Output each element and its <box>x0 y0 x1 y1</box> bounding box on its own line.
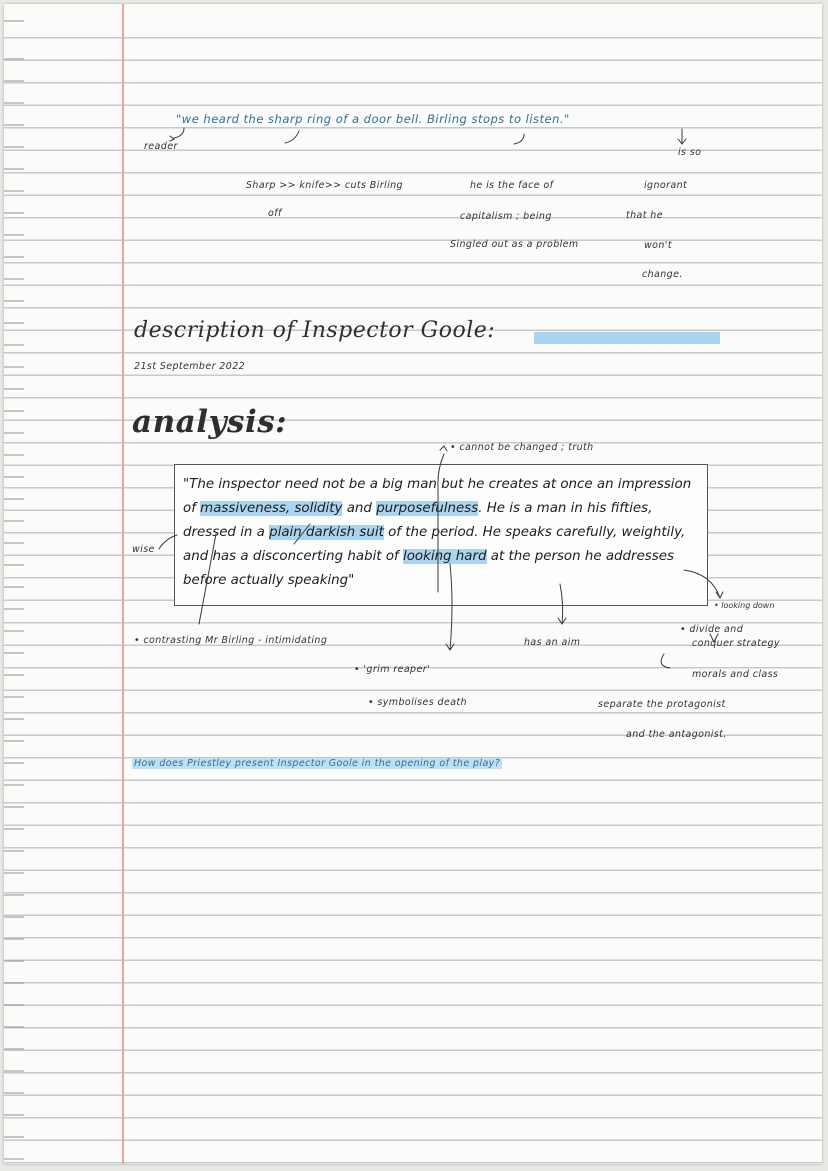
annotation-ignorant-5: change. <box>642 269 683 280</box>
annotation-has-aim: has an aim <box>524 637 581 648</box>
essay-question: How does Priestley present Inspector Goole in the opening of the play? <box>134 758 501 769</box>
annotation-sharp-2: off <box>268 208 282 219</box>
arrow-reader <box>174 128 184 138</box>
annotation-ignorant-3: that he <box>626 210 663 221</box>
annotation-separate-2: and the antagonist. <box>626 729 727 740</box>
heading-highlight <box>534 332 720 344</box>
quote-part-1: "The inspector need not be a big man but he creates at once an impression of <box>183 477 692 516</box>
annotation-looking-down: • looking down <box>714 601 775 610</box>
quote-highlight-massiveness: massiveness, solidity <box>200 501 343 516</box>
annotation-sharp-1: Sharp >> knife>> cuts Birling <box>246 180 403 191</box>
arrow-sharp <box>285 131 299 143</box>
annotation-capitalism-3: Singled out as a problem <box>450 239 579 250</box>
arrow-listen <box>678 129 686 144</box>
quote-box <box>174 464 708 606</box>
section-heading: description of Inspector Goole: <box>134 318 496 343</box>
quote-part-2: and <box>342 501 377 516</box>
quote-part-5: at the person he addresses before actually speaking" <box>183 549 674 588</box>
annotation-grim-reaper: • 'grim reaper' <box>354 664 431 675</box>
notebook-page <box>4 4 822 1164</box>
arrow-morals <box>661 654 670 668</box>
quote-text <box>183 473 705 593</box>
top-quote: "we heard the sharp ring of a door bell. Birling stops to listen." <box>176 112 570 126</box>
quote-highlight-looking-hard: looking hard <box>402 549 487 564</box>
annotation-wise: wise <box>132 544 155 555</box>
analysis-heading: analysis: <box>132 404 288 440</box>
annotation-truth: • cannot be changed ; truth <box>450 442 594 453</box>
annotation-reader: reader <box>144 141 178 152</box>
annotation-contrasting: • contrasting Mr Birling - intimidating <box>134 635 328 646</box>
quote-highlight-purposefulness: purposefulness <box>376 501 479 516</box>
annotation-divide-2: conquer strategy <box>692 638 780 649</box>
annotation-ignorant-4: won't <box>644 240 672 251</box>
annotation-capitalism-1: he is the face of <box>470 180 554 191</box>
annotation-divide-1: • divide and <box>680 624 744 635</box>
annotation-separate-1: separate the protagonist <box>598 699 726 710</box>
margin-line <box>122 4 124 1164</box>
annotation-symbolises: • symbolises death <box>368 697 467 708</box>
annotation-morals: morals and class <box>692 669 779 680</box>
date: 21st September 2022 <box>134 361 246 372</box>
arrow-birling <box>514 134 524 144</box>
annotation-ignorant-1: is so <box>678 147 702 158</box>
annotation-capitalism-2: capitalism ; being <box>460 211 552 222</box>
quote-part-3: . He is a man in his fifties, dressed in a <box>183 501 653 540</box>
annotation-ignorant-2: ignorant <box>644 180 688 191</box>
binding-holes <box>4 4 24 1164</box>
quote-part-4: of the period. He speaks carefully, weightily, and has a disconcerting habit of <box>183 525 686 564</box>
quote-highlight-suit: plain darkish suit <box>269 525 384 540</box>
